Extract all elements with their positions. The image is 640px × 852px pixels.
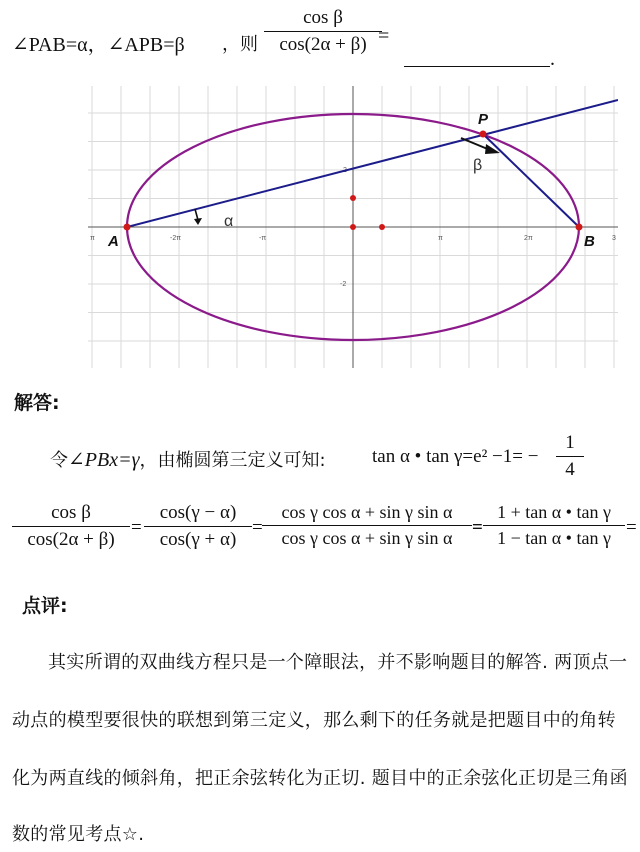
- question-fraction: [264, 7, 382, 56]
- eq1-den: cos(2α + β): [27, 529, 115, 550]
- separator: ，: [87, 32, 108, 56]
- x-tick-2pi: 2π: [524, 235, 533, 242]
- label-alpha: α: [224, 213, 234, 230]
- eq-sign-2: =: [252, 517, 263, 538]
- answer-let: 令: [50, 450, 68, 471]
- question-equals: =: [378, 25, 390, 47]
- y-tick-neg-2: -2: [340, 281, 347, 288]
- x-tick-neg-2pi: -2π: [170, 235, 182, 242]
- eq-sign-4: =: [626, 517, 637, 538]
- question-frac-den: cos(2α + β): [279, 34, 367, 55]
- fraction-bar: [483, 525, 625, 526]
- point-a: [124, 224, 131, 231]
- x-tick-3: 3: [612, 235, 616, 242]
- eq4-den: 1 − tan α • tan γ: [497, 528, 611, 548]
- point-on-y-axis: [350, 195, 356, 201]
- label-b: B: [584, 233, 595, 250]
- comment-line-4: 数的常见考点☆.: [12, 824, 145, 845]
- label-beta: β: [473, 157, 483, 174]
- answer-tan-product: tan α • tan γ=e² −1= −: [372, 446, 539, 467]
- answer-quarter-fraction: [556, 432, 584, 481]
- comment-line-1: 其实所谓的双曲线方程只是一个障眼法，并不影响题目的解答. 两顶点一: [48, 652, 628, 673]
- question-condition-1: [12, 28, 185, 57]
- answer-heading: 解答:: [14, 392, 60, 414]
- fraction-bar: [12, 526, 130, 527]
- eq3-num: cos γ cos α + sin γ sin α: [281, 502, 453, 522]
- fraction-bar: [144, 526, 252, 527]
- eq4-num: 1 + tan α • tan γ: [497, 502, 611, 522]
- eq2-num: cos(γ − α): [159, 502, 237, 523]
- eq-sign-3: =: [472, 517, 483, 538]
- eq-fraction-3: [262, 502, 472, 549]
- point-focus: [379, 224, 385, 230]
- eq-fraction-1: [12, 502, 130, 551]
- x-tick-neg-pi: -π: [259, 235, 267, 242]
- question-then: ，则: [222, 34, 258, 55]
- fraction-bar: [262, 525, 472, 526]
- x-tick-pi: π: [438, 235, 443, 242]
- answer-third-definition: ，由椭圆第三定义可知:: [139, 450, 326, 471]
- comment-line-3: 化为两直线的倾斜角，把正余弦转化为正切. 题目中的正余弦化正切是三角函: [12, 768, 628, 789]
- angle-apb: ∠APB=β: [107, 34, 185, 56]
- point-b: [576, 224, 583, 231]
- point-origin: [350, 224, 356, 230]
- angle-pab: ∠PAB=α: [12, 34, 88, 56]
- answer-blank: [404, 44, 550, 67]
- label-a: A: [108, 233, 119, 250]
- quarter-num: 1: [565, 432, 575, 453]
- eq2-den: cos(γ + α): [159, 529, 237, 550]
- ellipse-figure: [88, 86, 618, 368]
- comment-line-2: 动点的模型要很快的联想到第三定义，那么剩下的任务就是把题目中的角转: [12, 710, 616, 731]
- quarter-den: 4: [565, 459, 575, 480]
- fraction-bar: [264, 31, 382, 32]
- angle-pbx: ∠PBx=γ: [68, 449, 140, 471]
- eq-sign-1: =: [131, 517, 142, 538]
- x-tick-left: π: [90, 235, 95, 242]
- label-p: P: [478, 111, 489, 128]
- point-p: [480, 131, 487, 138]
- eq1-num: cos β: [51, 502, 91, 523]
- comment-heading: 点评:: [22, 595, 68, 617]
- eq3-den: cos γ cos α + sin γ sin α: [281, 528, 453, 548]
- fraction-bar: [556, 456, 584, 457]
- period: .: [550, 48, 555, 70]
- eq-fraction-4: [483, 502, 625, 549]
- question-frac-num: cos β: [303, 7, 343, 28]
- answer-line-1: [50, 446, 326, 472]
- eq-fraction-2: [144, 502, 252, 551]
